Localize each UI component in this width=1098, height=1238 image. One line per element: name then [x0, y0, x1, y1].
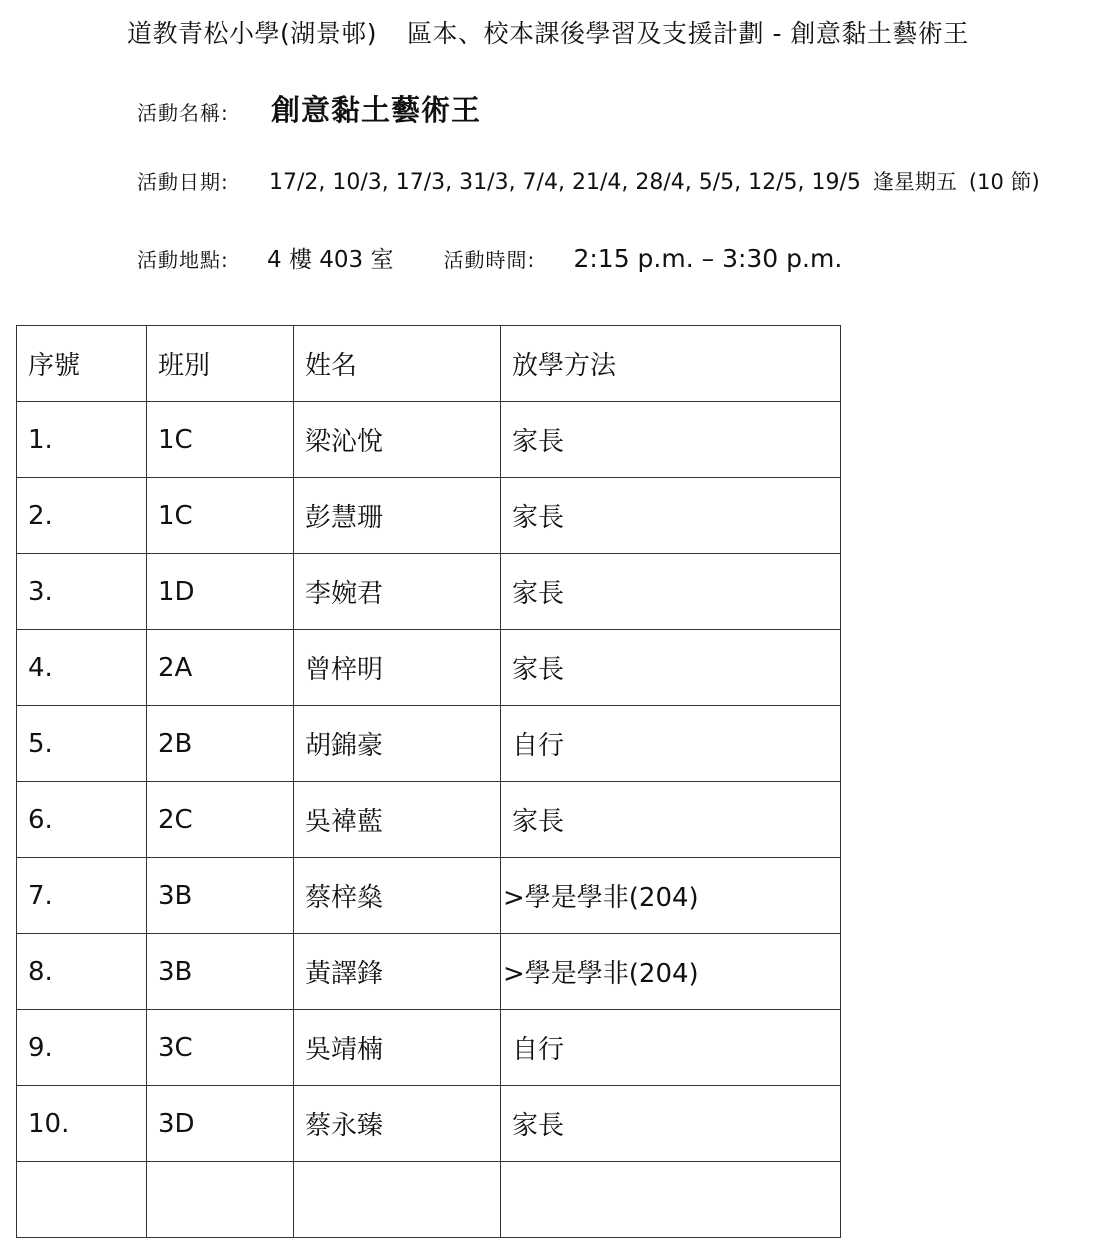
cell-name: 吳褘藍: [294, 782, 501, 858]
cell-class: 2C: [147, 782, 294, 858]
cell-dismissal-method: >學是學非(204): [501, 934, 841, 1010]
cell-name: 曾梓明: [294, 630, 501, 706]
cell-dismissal-method: 家長: [501, 782, 841, 858]
cell-number: [17, 1162, 147, 1238]
table-row: [17, 1010, 841, 1086]
student-roster-table: [16, 325, 841, 1238]
cell-name: 梁沁悅: [294, 402, 501, 478]
cell-number: 1.: [17, 402, 147, 478]
cell-number: 5.: [17, 706, 147, 782]
table-row: [17, 1162, 841, 1238]
activity-name: 創意黏土藝術王: [271, 93, 482, 127]
cell-class: 2B: [147, 706, 294, 782]
cell-dismissal-method: 家長: [501, 554, 841, 630]
cell-dismissal-method: 家長: [501, 630, 841, 706]
activity-dates: 17/2, 10/3, 17/3, 31/3, 7/4, 21/4, 28/4, 5/5, 12/5, 19/5: [269, 170, 861, 195]
activity-time: 2:15 p.m. – 3:30 p.m.: [573, 244, 843, 273]
cell-class: 1C: [147, 402, 294, 478]
cell-number: 6.: [17, 782, 147, 858]
table-row: [17, 858, 841, 934]
activity-weekday: 逢星期五: [872, 170, 957, 194]
document-title: [127, 14, 969, 50]
cell-dismissal-method: 家長: [501, 478, 841, 554]
cell-class: [147, 1162, 294, 1238]
cell-dismissal-method: [501, 1162, 841, 1238]
cell-name: 吳靖楠: [294, 1010, 501, 1086]
activity-venue: 4 樓 403 室: [267, 247, 394, 273]
cell-dismissal-method: 家長: [501, 1086, 841, 1162]
activity-name-row: [137, 88, 481, 129]
cell-number: 9.: [17, 1010, 147, 1086]
cell-dismissal-method: 家長: [501, 402, 841, 478]
table-row: [17, 630, 841, 706]
table-row: [17, 1086, 841, 1162]
header-name: 姓名: [294, 326, 501, 402]
school-name: 道教青松小學(湖景邨): [127, 19, 378, 48]
activity-dates-label: 活動日期:: [137, 170, 229, 194]
cell-number: 7.: [17, 858, 147, 934]
cell-name: 胡錦豪: [294, 706, 501, 782]
activity-venue-label: 活動地點:: [137, 248, 229, 272]
activity-name-label: 活動名稱:: [137, 101, 229, 125]
cell-number: 4.: [17, 630, 147, 706]
cell-name: 蔡永臻: [294, 1086, 501, 1162]
header-dismissal-method: 放學方法: [501, 326, 841, 402]
cell-name: 李婉君: [294, 554, 501, 630]
cell-class: 1D: [147, 554, 294, 630]
cell-name: 彭慧珊: [294, 478, 501, 554]
header-number: 序號: [17, 326, 147, 402]
table-row: [17, 478, 841, 554]
header-class: 班別: [147, 326, 294, 402]
table-header-row: [17, 326, 841, 402]
cell-number: 2.: [17, 478, 147, 554]
table-row: [17, 934, 841, 1010]
cell-name: 黃譯鋒: [294, 934, 501, 1010]
activity-venue-row: [137, 241, 842, 274]
cell-dismissal-method: 自行: [501, 706, 841, 782]
program-title: 區本、校本課後學習及支援計劃 - 創意黏土藝術王: [407, 19, 969, 48]
cell-dismissal-method: >學是學非(204): [501, 858, 841, 934]
cell-name: 蔡梓燊: [294, 858, 501, 934]
cell-class: 3C: [147, 1010, 294, 1086]
table-row: [17, 554, 841, 630]
table-row: [17, 782, 841, 858]
cell-class: 3B: [147, 934, 294, 1010]
table-row: [17, 402, 841, 478]
cell-name: [294, 1162, 501, 1238]
cell-class: 1C: [147, 478, 294, 554]
activity-dates-row: [137, 166, 1040, 196]
table-row: [17, 706, 841, 782]
cell-class: 2A: [147, 630, 294, 706]
cell-class: 3B: [147, 858, 294, 934]
cell-number: 3.: [17, 554, 147, 630]
activity-sessions: (10 節): [968, 170, 1040, 194]
cell-number: 8.: [17, 934, 147, 1010]
cell-number: 10.: [17, 1086, 147, 1162]
activity-time-label: 活動時間:: [443, 248, 536, 272]
cell-class: 3D: [147, 1086, 294, 1162]
cell-dismissal-method: 自行: [501, 1010, 841, 1086]
